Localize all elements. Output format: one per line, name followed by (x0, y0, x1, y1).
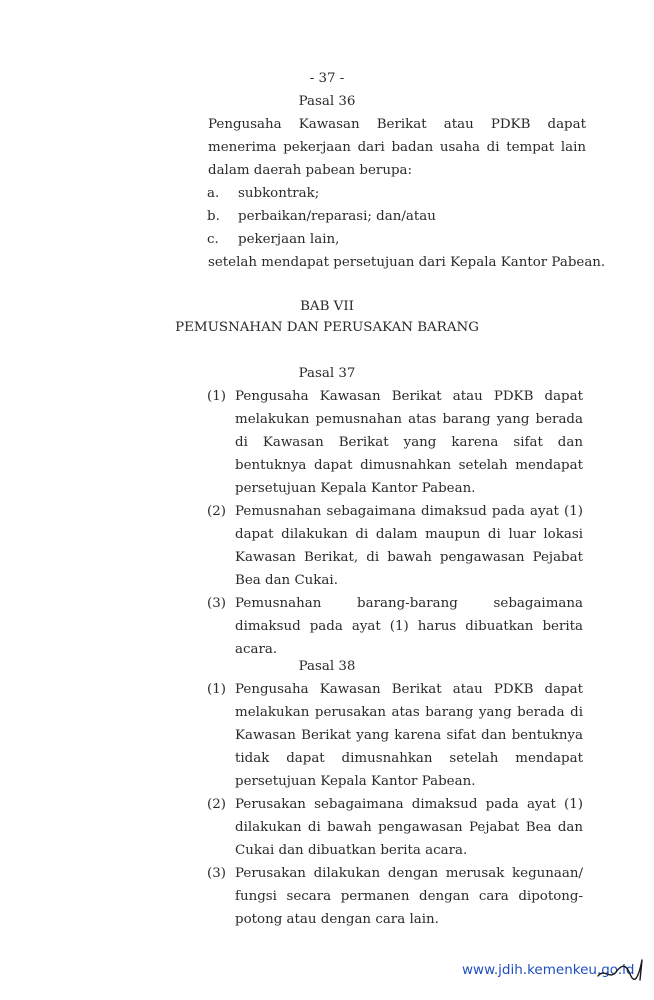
jdih-website-link[interactable]: www.jdih.kemenkeu.go.id (462, 962, 635, 978)
pasal-36-closing: setelah mendapat persetujuan dari Kepala Kantor Pabean. (208, 255, 606, 270)
list-marker: a. (207, 186, 220, 201)
pasal-37-heading: Pasal 37 (298, 366, 356, 381)
ayat-text: Pengusaha Kawasan Berikat atau PDKB dapat melakukan perusakan atas barang yang berada di Kawasan Berikat yang karena sifat dan bentuknya tidak dapat dimusnahkan setelah mendapat persetujuan Kepala Kantor Pabean. (235, 682, 583, 789)
ayat-marker: (1) (207, 682, 226, 697)
ayat-text: Pemusnahan barang-barang sebagaimana dimaksud pada ayat (1) harus dibuatkan berita acara. (235, 596, 583, 657)
list-item: perbaikan/reparasi; dan/atau (238, 209, 436, 224)
list-item: pekerjaan lain, (238, 232, 340, 247)
ayat-text: Perusakan dilakukan dengan merusak kegunaan/ fungsi secara permanen dengan cara dipotong-potong atau dengan cara lain. (235, 866, 583, 927)
list-item: subkontrak; (238, 186, 320, 201)
page-number: - 37 - (309, 71, 345, 86)
list-marker: c. (207, 232, 219, 247)
ayat-text: Perusakan sebagaimana dimaksud pada ayat (1) dilakukan di bawah pengawasan Pejabat Bea dan Cukai dan dibuatkan berita acara. (235, 797, 583, 858)
ayat-marker: (1) (207, 389, 226, 404)
pasal-36-intro: Pengusaha Kawasan Berikat atau PDKB dapat menerima pekerjaan dari badan usaha di tempat lain dalam daerah pabean berupa: (208, 117, 586, 178)
ayat-marker: (3) (207, 596, 226, 611)
list-marker: b. (207, 209, 220, 224)
ayat-marker: (2) (207, 797, 226, 812)
ayat-text: Pemusnahan sebagaimana dimaksud pada ayat (1) dapat dilakukan di dalam maupun di luar lokasi Kawasan Berikat, di bawah pengawasan Pejabat Bea dan Cukai. (235, 504, 583, 588)
pasal-38-heading: Pasal 38 (298, 659, 356, 674)
signature-scribble-icon (596, 954, 646, 982)
chapter-title: PEMUSNAHAN DAN PERUSAKAN BARANG (175, 320, 479, 335)
pasal-36-heading: Pasal 36 (298, 94, 356, 109)
ayat-marker: (3) (207, 866, 226, 881)
ayat-text: Pengusaha Kawasan Berikat atau PDKB dapat melakukan pemusnahan atas barang yang berada di Kawasan Berikat yang karena sifat dan bentuknya dapat dimusnahkan setelah mendapat persetujuan Kepala Kantor Pabean. (235, 389, 583, 496)
ayat-marker: (2) (207, 504, 226, 519)
chapter-number: BAB VII (300, 299, 354, 314)
